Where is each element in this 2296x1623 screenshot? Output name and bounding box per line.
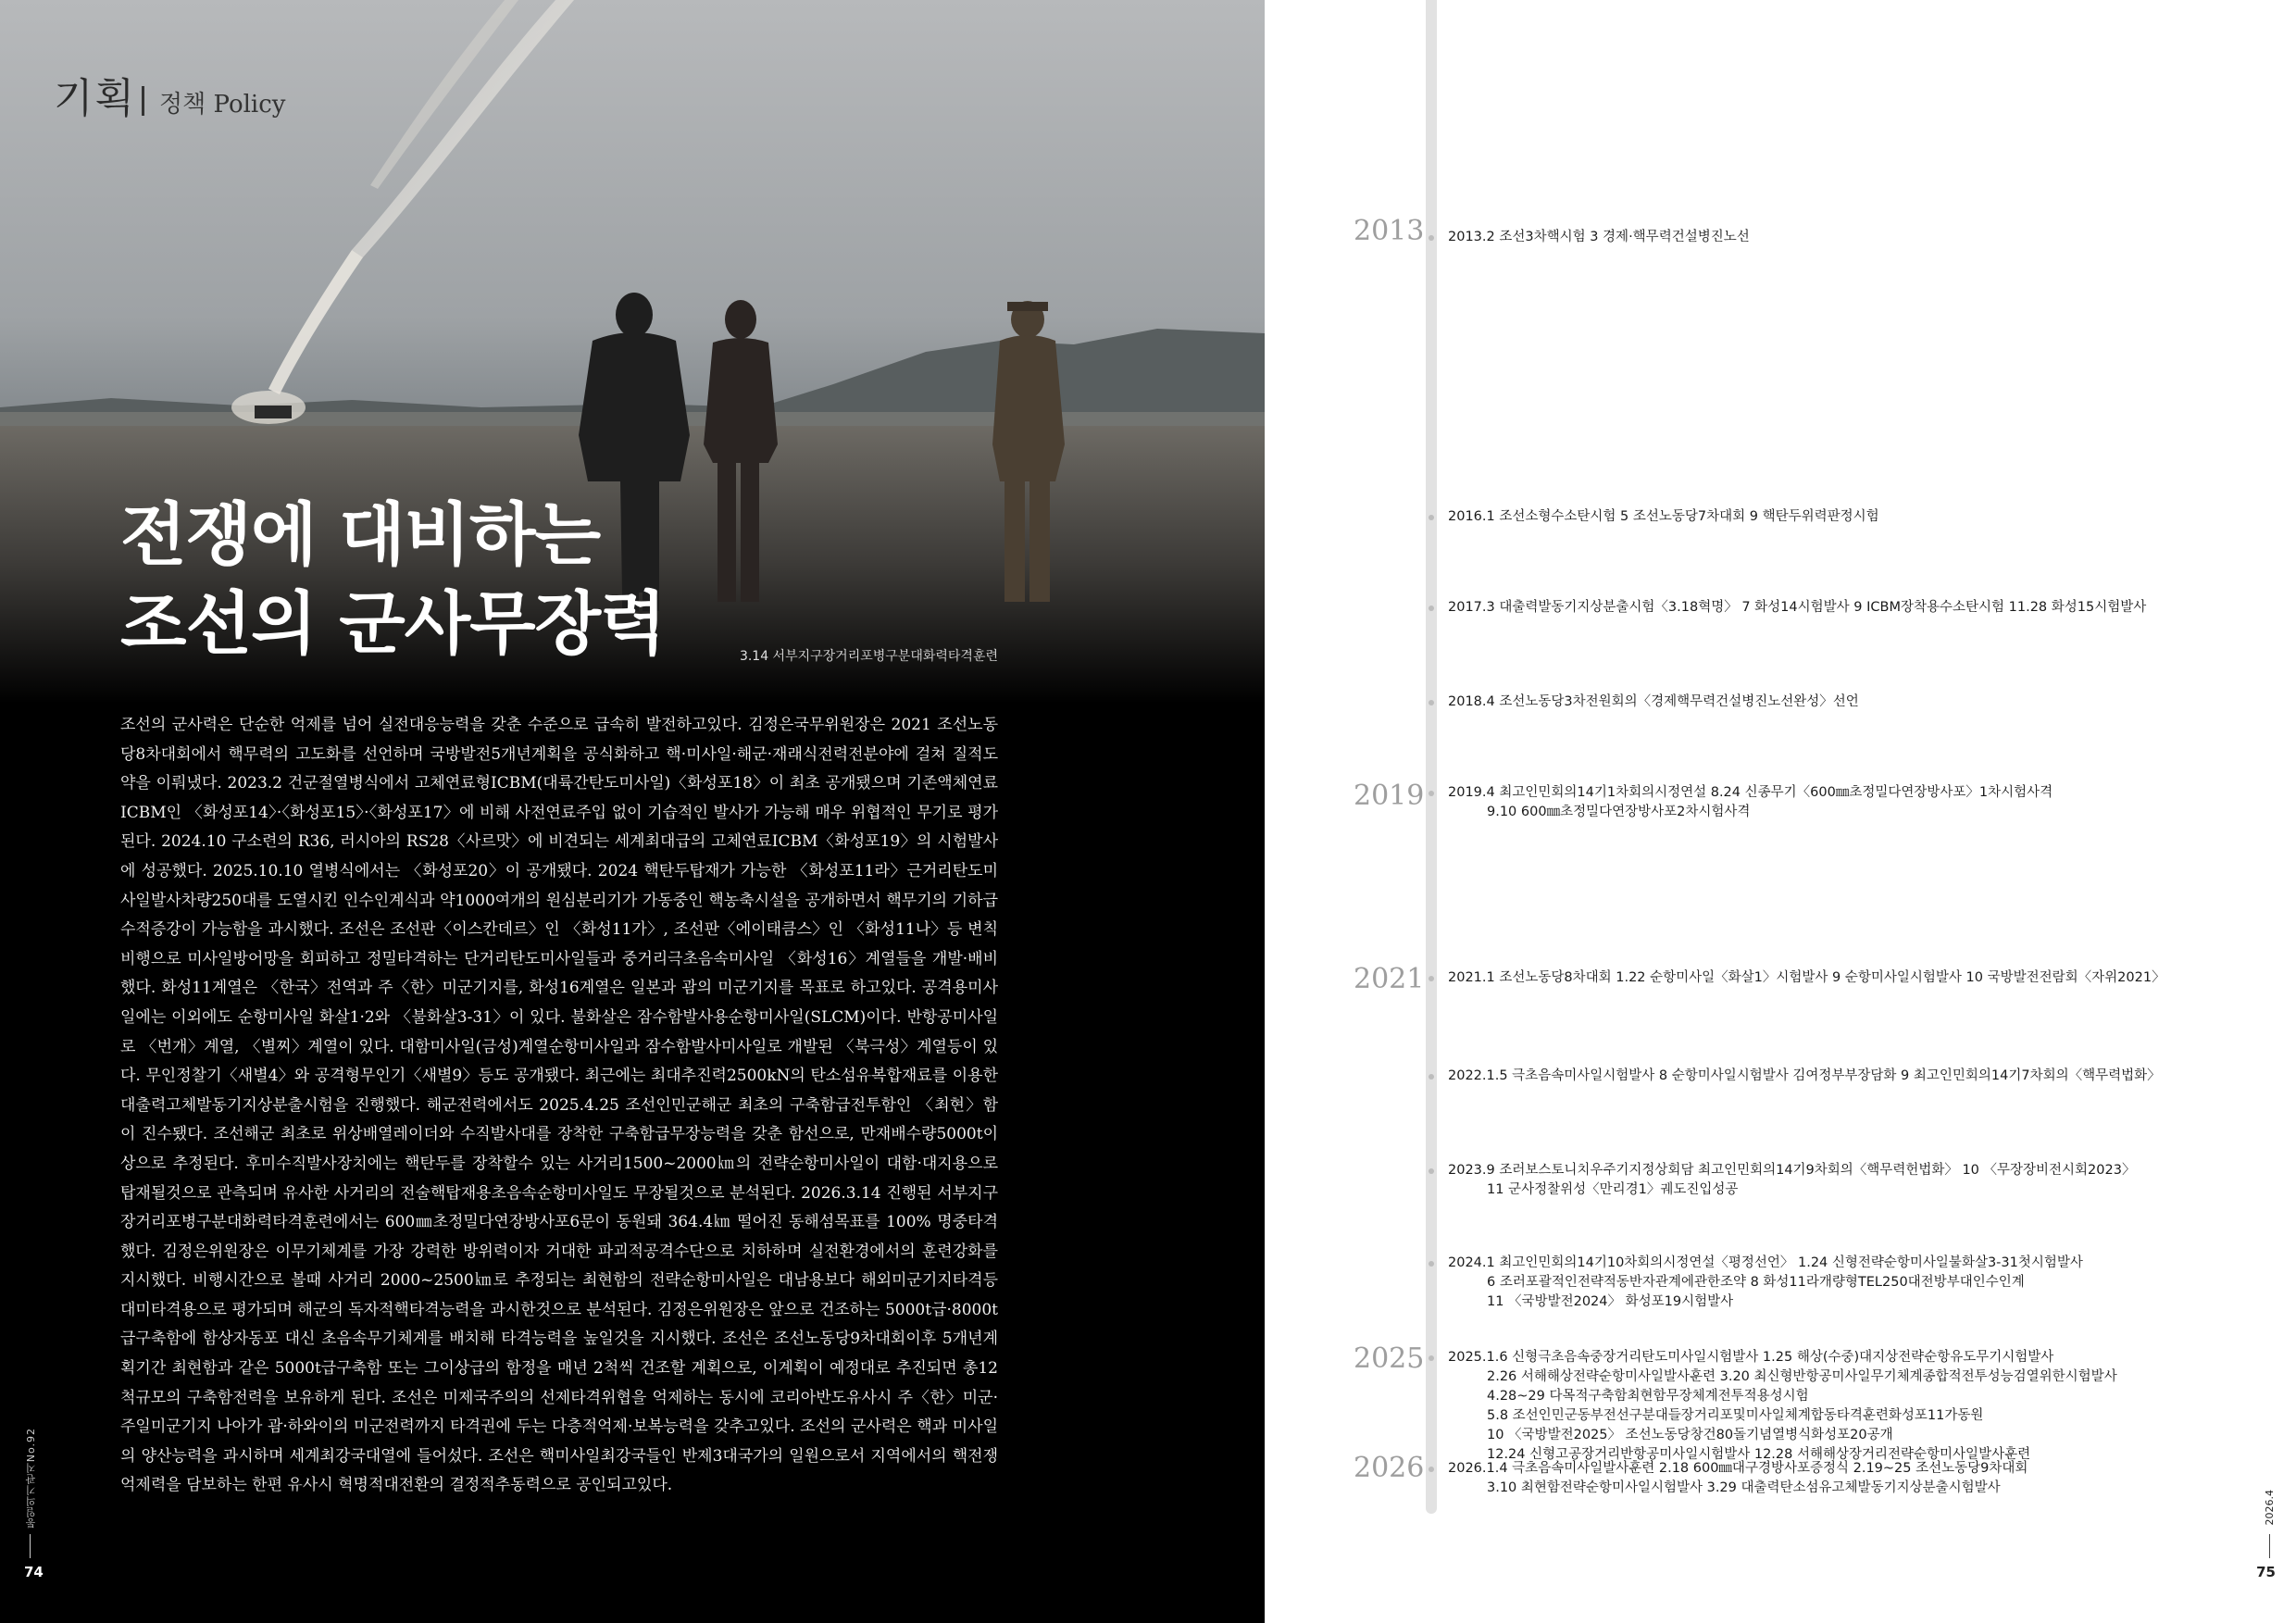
timeline-entry	[1448, 693, 2281, 712]
timeline-dot	[1429, 235, 1434, 241]
timeline-entry-line: 2022.1.5 극초음속미사일시험발사 8 순항미사일시험발사 김여정부부장담화 9 최고인민회의14기7차회의〈핵무력법화〉	[1448, 1068, 2161, 1083]
timeline-entry	[1448, 1254, 2281, 1312]
timeline-dot	[1429, 976, 1434, 981]
timeline-entry	[1448, 507, 2281, 527]
timeline-entry-line: 4.28~29 다목적구축함최현함무장체계전투적용성시험	[1487, 1389, 1809, 1404]
timeline-entry	[1448, 1348, 2281, 1465]
timeline-entry-line: 11 〈국방발전2024〉 화성포19시험발사	[1487, 1294, 1734, 1309]
article-title-line-1: 전쟁에 대비하는	[120, 495, 601, 575]
timeline-dot	[1429, 700, 1434, 705]
timeline-year: 2026	[1354, 1452, 1425, 1484]
right-page-number: 75	[2256, 1564, 2276, 1580]
magazine-issue-label: 통일의기관지No.92	[25, 1427, 37, 1529]
body-paragraph: 조선의 군사력은 단순한 억제를 넘어 실전대응능력을 갖춘 수준으로 급속히 발전하고있다. 김정은국무위원장은 2021 조선노동당8차대회에서 핵무력의 고도화를 선언하며 국방발전5개년계획을 공식화하고 핵·미사일·해군·재래식전력전분야에 걸쳐 질적도약을 이뤄냈다. 2023.2 건군절열병식에서 고체연료형ICBM(대륙간탄도미사일)〈화성포18〉이 최초 공개됐으며 기존액체연료ICBM인 〈화성포14〉·〈화성포15〉·〈화성포17〉에 비해 사전연료주입 없이 기습적인 발사가 가능해 매우 위협적인 무기로 평가된다. 2024.10 구소련의 R36, 러시아의 RS28〈사르맛〉에 비견되는 세계최대급의 고체연료ICBM〈화성포19〉의 시험발사에 성공했다. 2025.10.10 열병식에서는 〈화성포20〉이 공개됐다. 2024 핵탄두탑재가 가능한 〈화성포11라〉근거리탄도미사일발사차량250대를 도열시킨 인수인계식과 약1000여개의 원심분리기가 가동중인 핵농축시설을 공개하면서 핵무기의 기하급수적증강이 가능함을 과시했다. 조선은 조선판〈이스칸데르〉인 〈화성11가〉, 조선판〈에이태큼스〉인 〈화성11나〉등 변칙비행으로 미사일방어망을 회피하고 정밀타격하는 단거리탄도미사일들과 중거리극초음속미사일 〈화성16〉계열들을 개발·배비했다. 화성11계열은 〈한국〉전역과 주〈한〉미군기지를, 화성16계열은 일본과 괌의 미군기지를 목표로 하고있다. 공격용미사일에는 이외에도 순항미사일 화살1·2와 〈불화살3-31〉이 있다. 불화살은 잠수함발사용순항미사일(SLCM)이다. 반항공미사일로 〈번개〉계열, 〈별찌〉계열이 있다. 대함미사일(금성)계열순항미사일과 잠수함발사미사일로 개발된 〈북극성〉계열등이 있다. 무인정찰기〈새별4〉와 공격형무인기〈새별9〉등도 공개됐다. 최근에는 최대추진력2500kN의 탄소섬유복합재료를 이용한 대출력고체발동기지상분출시험을 진행했다. 해군전력에서도 2025.4.25 조선인민군해군 최초의 구축함급전투함인 〈최현〉함이 진수됐다. 조선해군 최초로 위상배열레이더와 수직발사대를 장착한 구축함급무장능력을 갖춘 함선으로, 만재배수량5000t이상으로 추정된다. 후미수직발사장치에는 핵탄두를 장착할수 있는 사거리1500~2000㎞의 전략순항미사일이 대함·대지용으로 탑재될것으로 관측되며 유사한 사거리의 전술핵탑재용초음속순항미사일도 무장될것으로 분석된다. 2026.3.14 진행된 서부지구장거리포병구분대화력타격훈련에서는 600㎜초정밀다연장방사포6문이 동원돼 364.4㎞ 떨어진 동해섬목표를 100% 명중타격했다. 김정은위원장은 이무기체계를 가장 강력한 방위력이자 거대한 파괴적공격수단으로 치하하며 실전환경에서의 훈련강화를 지시했다. 비행시간으로 볼때 사거리 2000~2500㎞로 추정되는 최현함의 전략순항미사일은 대남용보다 해외미군기지타격등 대미타격용으로 평가되며 해군의 독자적핵타격능력을 과시한것으로 분석된다. 김정은위원장은 앞으로 건조하는 5000t급·8000t급구축함에 함상자동포 대신 초음속무기체계를 배치해 타격능력을 높일것을 지시했다. 조선은 조선노동당9차대회이후 5개년계획기간 최현함과 같은 5000t급구축함 또는 그이상급의 함정을 매년 2척씩 건조할 계획으로, 이계획이 예정대로 추진되면 총12척규모의 구축함전력을 보유하게 된다. 조선은 미제국주의의 선제타격위협을 억제하는 동시에 코리아반도유사시 주〈한〉미군·주일미군기지 나아가 괌·하와이의 미군전력까지 타격권에 두는 다층적억제·보복능력을 갖추고있다. 조선의 군사력은 핵과 미사일의 양산능력을 과시하며 세계최강국대열에 들어섰다. 조선은 핵미사일최강국들인 반제3대국가의 일원으로서 지역에서의 핵전쟁억제력을 담보하는 한편 유사시 혁명적대전환의 결정적추동력으로 공인되고있다.	[120, 716, 998, 1495]
timeline-entry-line: 2023.9 조러보스토니치우주기지정상회담 최고인민회의14기9차회의〈핵무력헌법화〉 10 〈무장장비전시회2023〉	[1448, 1163, 2136, 1178]
article-title-line-2: 조선의 군사무장력	[120, 584, 666, 664]
section-label	[54, 65, 286, 124]
issue-date-label: 2026.4	[2264, 1489, 2276, 1525]
left-page-footer	[24, 1428, 44, 1580]
timeline-dot	[1429, 515, 1434, 520]
timeline-entry-line: 2.26 서해해상전략순항미사일발사훈련 3.20 최신형반항공미사일무기체계종합적전투성능검열위한시험발사	[1487, 1369, 2117, 1384]
timeline-entry-line: 2016.1 조선소형수소탄시험 5 조선노동당7차대회 9 핵탄두위력판정시험	[1448, 509, 1879, 524]
timeline-entry	[1448, 1161, 2281, 1200]
section-label-divider	[142, 86, 144, 116]
left-page-number: 74	[24, 1564, 44, 1580]
timeline-entry-line: 2024.1 최고인민회의14기10차회의시정연설〈평정선언〉 1.24 신형전략순항미사일불화살3-31첫시험발사	[1448, 1255, 2083, 1270]
timeline-dot	[1429, 1467, 1434, 1472]
section-label-main: 기획	[54, 75, 137, 122]
timeline-entry	[1448, 598, 2281, 618]
timeline-entry-line: 2021.1 조선노동당8차대회 1.22 순항미사일〈화살1〉시험발사 9 순항미사일시험발사 10 국방발전전람회〈자위2021〉	[1448, 970, 2165, 985]
timeline-year: 2021	[1354, 963, 1425, 995]
timeline-dot	[1429, 791, 1434, 796]
timeline-entry-line: 11 군사정찰위성〈만리경1〉궤도진입성공	[1487, 1182, 1739, 1197]
timeline-dot	[1429, 606, 1434, 611]
right-page-footer	[2256, 1490, 2276, 1581]
timeline-entry	[1448, 1067, 2281, 1086]
timeline-entry	[1448, 968, 2281, 988]
timeline-dot	[1429, 1074, 1434, 1080]
timeline-entry-line: 3.10 최현함전략순항미사일시험발사 3.29 대출력탄소섬유고체발동기지상분출시험발사	[1487, 1480, 2001, 1495]
timeline-entry-line: 9.10 600㎜초정밀다연장방사포2차시험사격	[1487, 805, 1751, 819]
section-label-sub: 정책 Policy	[159, 91, 286, 119]
timeline-entry-line: 5.8 조선인민군동부전선구분대들장거리포및미사일체계합동타격훈련화성포11가동원	[1487, 1408, 1984, 1423]
footer-divider	[2269, 1534, 2270, 1558]
timeline-entry	[1448, 228, 2281, 247]
timeline-dot	[1429, 1168, 1434, 1174]
timeline-entry	[1448, 1459, 2281, 1498]
timeline-entry-line: 2025.1.6 신형극초음속중장거리탄도미사일시험발사 1.25 해상(수중)대지상전략순항유도무기시험발사	[1448, 1350, 2054, 1365]
timeline-entry-line: 10 〈국방발전2025〉 조선노동당창건80돌기념열병식화성포20공개	[1487, 1428, 1893, 1442]
timeline-entry-line: 6 조러포괄적인전략적동반자관계에관한조약 8 화성11라개량형TEL250대전방부대인수인계	[1487, 1275, 2025, 1290]
timeline-dot	[1429, 1261, 1434, 1267]
timeline-entry-line: 2019.4 최고인민회의14기1차회의시정연설 8.24 신종무기〈600㎜초정밀다연장방사포〉1차시험사격	[1448, 785, 2053, 800]
timeline-entry-line: 2013.2 조선3차핵시험 3 경제·핵무력건설병진노선	[1448, 230, 1750, 244]
photo-caption: 3.14 서부지구장거리포병구분대화력타격훈련	[739, 649, 998, 664]
timeline-year: 2013	[1354, 215, 1425, 247]
timeline-dot	[1429, 1355, 1434, 1361]
article-body	[120, 711, 998, 1501]
timeline-entry-line: 2018.4 조선노동당3차전원회의〈경제핵무력건설병진노선완성〉선언	[1448, 694, 1859, 709]
right-page	[1265, 0, 2296, 1623]
footer-divider	[30, 1534, 31, 1558]
timeline-entry-line: 12.24 신형고공장거리반항공미사일시험발사 12.28 서해해상장거리전략순항미사일발사훈련	[1487, 1447, 2031, 1462]
timeline-year: 2019	[1354, 780, 1425, 812]
article-title	[120, 491, 666, 668]
timeline-spine	[1426, 0, 1437, 1514]
timeline-entry	[1448, 783, 2281, 822]
timeline-year: 2025	[1354, 1342, 1425, 1375]
timeline-entry-line: 2026.1.4 극초음속미사일발사훈련 2.18 600㎜대구경방사포증정식 2.19~25 조선노동당9차대회	[1448, 1461, 2028, 1476]
timeline-entry-line: 2017.3 대출력발동기지상분출시험〈3.18혁명〉 7 화성14시험발사 9 ICBM장착용수소탄시험 11.28 화성15시험발사	[1448, 600, 2147, 615]
